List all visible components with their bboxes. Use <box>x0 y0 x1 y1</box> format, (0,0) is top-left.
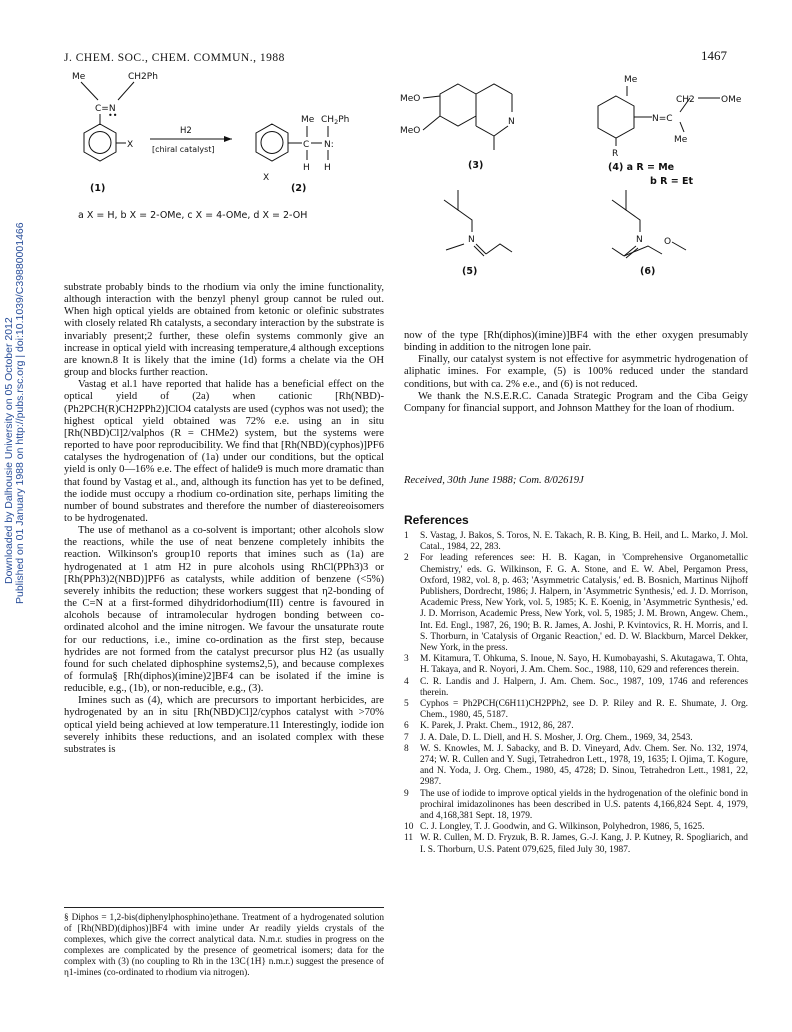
atom-c: C <box>303 140 310 150</box>
atom-x2: X <box>263 173 270 183</box>
atom-cn: C=N <box>95 104 116 114</box>
atom-h1: H <box>303 163 310 173</box>
atom-x: X <box>127 140 134 150</box>
compound-label-6: (6) <box>640 266 656 277</box>
atom-o6: O <box>664 237 672 247</box>
paragraph: We thank the N.S.E.R.C. Canada Strategic Program and the Ciba Geigy Company for financial support, and Johnson Matthey for the loan of rhodium. <box>404 390 748 414</box>
references-list <box>404 531 748 856</box>
atom-ch2ph-2: $CH_2Ph$ <box>321 115 350 126</box>
reference-item: 5 Cyphos = Ph2PCH(C6H11)CH2PPh2, see D. P. Riley and R. E. Shumate, J. Org. Chem., 1980, 45, 5187. <box>404 699 748 721</box>
reference-item: 2 For leading references see: H. B. Kagan, in 'Comprehensive Organometallic Chemistry,' eds. G. Wilkinson, F. G. A. Stone, and E. W. Abel, Pergamon Press, Oxford, 1982, vol. 8, p. 463; 'Asymmetric Catalysis,' ed. B. Bosnich, Martinus Nijhoff Publishers, Dordrecht, 1986; J. Halpern, in 'Asymmetric Synthesis,' ed. J. D. Morrison, Academic Press, New York, vol. 5, 1985; K. E. Koenig, in 'Asymmetric Synthesis,' ed. J. D. Morrison, Academic Press, New York, vol. 5, 1985; J. M. Brown, Angew. Chem., Int. Ed. Engl., 1987, 26, 190; B. R. James, A. Joshi, P. Kvintovics, R. H. Morris, and I. S. Thorburn, in 'Catalysis of Organic Reaction,' ed. D. W. Blackburn, Marcel Dekker, New York, in the press. <box>404 553 748 654</box>
download-info: Downloaded by Dalhousie University on 05 October 2012 <box>3 317 15 584</box>
page-number: 1467 <box>701 48 727 63</box>
paragraph: Imines such as (4), which are precursors to important herbicides, are hydrogenated by an in situ [Rh(NBD)Cl]2/cyphos catalyst with >70% optical yield being achieved at low temperature.11 Interestingly, iodide ion severely inhibits these reductions, and an isolated complex with these substrates is <box>64 695 384 755</box>
compound-label-1: (1) <box>90 183 106 194</box>
doi-link[interactable]: Published on 01 January 1988 on http://pubs.rsc.org | doi:10.1039/C39880001466 <box>14 222 26 604</box>
paragraph: The use of methanol as a co-solvent is important; other alcohols slow the reactions, while the use of neat benzene completely inhibits the reaction. Wilkinson's group10 reports that imines such as (1a) are hydrogenated at 1 atm H2 in pure alcohols using RhCl(PPh3)3 or [Rh(PPh3)2(NBD)]PF6 as catalysts, while addition of benzene (<5%) severely inhibits the reduction; these workers suggest that η2-bonding of the C=N at a first-formed dihydridorhodium(III) centre is favoured in alcohols because of intramolecular hydrogen bonding between co-ordinated alcohol and the imine nitrogen. We favour the unsaturate route for our reductions, i.e., imine co-ordination as the first step, because hydrides are not formed from the catalyst precursor plus H2 (as usually found for such chelated diphosphine systems2,5), and because complexes of formula§ [Rh(diphos)(imine)2]BF4 can be isolated if the imine is reducible, e.g., (1b), or non-reducible, e.g., (3). <box>64 525 384 695</box>
reference-item: 4 C. R. Landis and J. Halpern, J. Am. Chem. Soc., 1987, 109, 1746 and references therein. <box>404 676 748 698</box>
reference-item: 9 The use of iodide to improve optical yields in the hydrogenation of the olefinic bond in prochiral imidazolinones has been described in U.S. patents 4,166,824 Sept. 4, 1979, and 4,168,381 Sept. 18, 1979. <box>404 788 748 822</box>
reference-item: 8 W. S. Knowles, M. J. Sabacky, and B. D. Vineyard, Adv. Chem. Ser. No. 132, 1974, 274; W. R. Cullen and Y. Sugi, Tetrahedron Lett., 1978, 19, 1635; I. Ojima, T. Kogure, and N. Yoda, J. Org. Chem., 1980, 45, 4728; D. Sinou, Tetrahedron Lett., 1981, 22, 2987. <box>404 743 748 788</box>
atom-n6: N <box>636 235 643 245</box>
reference-item: 11 W. R. Cullen, M. D. Fryzuk, B. R. James, G.-J. Kang, J. P. Kutney, R. Spogliarich, and I. S. Thorburn, U.S. Patent 079,625, filed July 30, 1987. <box>404 833 748 855</box>
journal-header: J. CHEM. SOC., CHEM. COMMUN., 1988 <box>64 52 285 64</box>
compound-label-2: (2) <box>291 183 307 194</box>
atom-ome-4: OMe <box>721 95 742 105</box>
paragraph: Finally, our catalyst system is not effective for asymmetric hydrogenation of aliphatic imines. For example, (5) is 100% reduced under the standard conditions, but with ca. 2% e.e., and (6) is not reduced. <box>404 354 748 390</box>
structure-5 <box>436 186 536 278</box>
paragraph: Vastag et al.1 have reported that halide has a beneficial effect on the optical yield of (2a) when cationic [Rh(NBD)-(Ph2PCH(R)CH2PPh2)]ClO4 catalysts are used (cyphos was not used); the highest optical yield obtained was 72% e.e. using an in situ [Rh(NBD)Cl]2/valphos (R = CHMe2) system, but the systems were reported to have poor reproducibility. We find that [Rh(NBD)(cyphos)]PF6 catalyses the hydrogenation of (1a) under our conditions, but the optical yield is only 0—16% e.e. The effect of halide9 is much more dramatic than that found by Vastag et al., and, although its function has yet to be defined, the iodide must occupy a rhodium co-ordination site, perhaps limiting the number of bound substrates and therefore the number of diastereoisomers to be hydrogenated. <box>64 379 384 524</box>
paragraph: now of the type [Rh(diphos)(imine)]BF4 with the ether oxygen presumably binding in addition to the nitrogen lone pair. <box>404 330 748 354</box>
variant-list: a X = H, b X = 2-OMe, c X = 4-OMe, d X = 2-OH <box>78 210 308 221</box>
atom-me-4: Me <box>624 75 638 85</box>
right-column <box>404 330 748 415</box>
footnote-divider <box>64 907 384 908</box>
arrow-catalyst: [chiral catalyst] <box>152 145 215 154</box>
reference-item: 1 S. Vastag, J. Bakos, S. Toros, N. E. Takach, R. B. King, B. Heil, and L. Marko, J. Mol. Catal., 1984, 22, 283. <box>404 531 748 553</box>
atom-n4: N=C <box>652 114 673 124</box>
atom-me-2: Me <box>301 115 315 125</box>
atom-ch2ph: CH2Ph <box>128 72 158 82</box>
left-column <box>64 282 384 756</box>
reference-item: 7 J. A. Dale, D. L. Diell, and H. S. Mosher, J. Org. Chem., 1969, 34, 2543. <box>404 732 693 743</box>
atom-n3: N <box>508 117 515 127</box>
atom-me: Me <box>72 72 86 82</box>
atom-meo-2: MeO <box>400 126 421 136</box>
compound-label-4b: b R = Et <box>650 176 694 187</box>
reference-item: 10 C. J. Longley, T. J. Goodwin, and G. Wilkinson, Polyhedron, 1986, 5, 1625. <box>404 822 705 833</box>
svg-text:••: •• <box>108 111 118 120</box>
reaction-scheme <box>60 66 400 232</box>
reference-item: 6 K. Parek, J. Prakt. Chem., 1912, 86, 287. <box>404 721 574 732</box>
footnote: § Diphos = 1,2-bis(diphenylphosphino)ethane. Treatment of a hydrogenated solution of [Rh(NBD)(diphos)]BF4 with imine under Ar readily yields crystals of the complexes, which give the correct analytical data. N.m.r. studies in progress on the complexes are complicated by the presence of geometrical isomers; data for the complex with (3) (no coupling to Rh in the 13C{1H} n.m.r.) suggest the presence of η1-imines (co-ordinated to rhodium via nitrogen). <box>64 913 384 978</box>
received-date: Received, 30th June 1988; Com. 8/02619J <box>404 475 584 486</box>
atom-n: N: <box>324 140 334 150</box>
atom-h2: H <box>324 163 331 173</box>
compound-label-5: (5) <box>462 266 478 277</box>
arrow-reagent: H2 <box>180 126 192 136</box>
atom-r: R <box>612 149 619 159</box>
structure-4 <box>572 66 762 191</box>
reference-item: 3 M. Kitamura, T. Ohkuma, S. Inoue, N. Sayo, H. Kumobayashi, S. Akutagawa, T. Ohta, H. Takaya, and R. Noyori, J. Am. Chem. Soc., 1988, 110, 629 and references therein. <box>404 654 748 676</box>
compound-label-3: (3) <box>468 160 484 171</box>
structure-3 <box>398 66 548 186</box>
atom-me-4b: Me <box>674 135 688 145</box>
atom-n5: N <box>468 235 475 245</box>
paragraph: substrate probably binds to the rhodium via only the imine functionality, although interaction with the benzyl phenyl group cannot be ruled out. When high optical yields are obtained from ketonic or olefinic substrates with closely related Rh catalysts, a secondary interaction by the substrate is invariably present;2 further, these olefin systems commonly give an increase in optical yield with increasing temperature,4 although exceptions are known.8 It is likely that the imine (1d) forms a chelate via the OH group and blocks further reaction. <box>64 282 384 379</box>
compound-label-4a: (4) a R = Me <box>608 162 675 173</box>
structure-6 <box>604 186 724 278</box>
download-sidebar <box>0 0 26 1032</box>
atom-ch2-4: CH2 <box>676 95 695 105</box>
atom-meo-1: MeO <box>400 94 421 104</box>
references-heading: References <box>404 513 469 527</box>
